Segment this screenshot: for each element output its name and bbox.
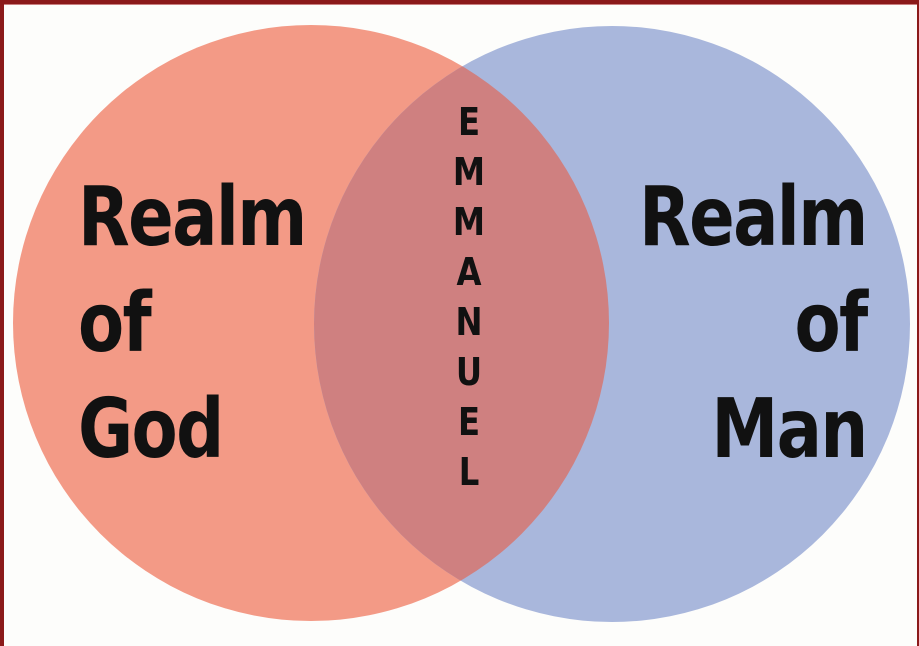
realm-of-god-line-1: Realm [78,170,306,265]
emmanuel-letter: L [458,450,480,494]
emmanuel-letter: U [455,350,483,394]
emmanuel-vertical-label [446,97,492,497]
emmanuel-letter: M [452,150,486,194]
realm-of-man-label [639,165,867,483]
emmanuel-letter: A [456,250,482,294]
emmanuel-letter: N [455,300,483,344]
realm-of-god-label [78,165,306,483]
emmanuel-letter: M [452,200,486,244]
realm-of-man-line-2: of [794,276,867,371]
emmanuel-letter: E [457,100,481,144]
emmanuel-letter: E [457,400,481,444]
realm-of-man-line-3: Man [711,382,867,477]
realm-of-god-line-3: God [78,382,223,477]
realm-of-god-line-2: of [78,276,151,371]
realm-of-man-line-1: Realm [639,170,867,265]
